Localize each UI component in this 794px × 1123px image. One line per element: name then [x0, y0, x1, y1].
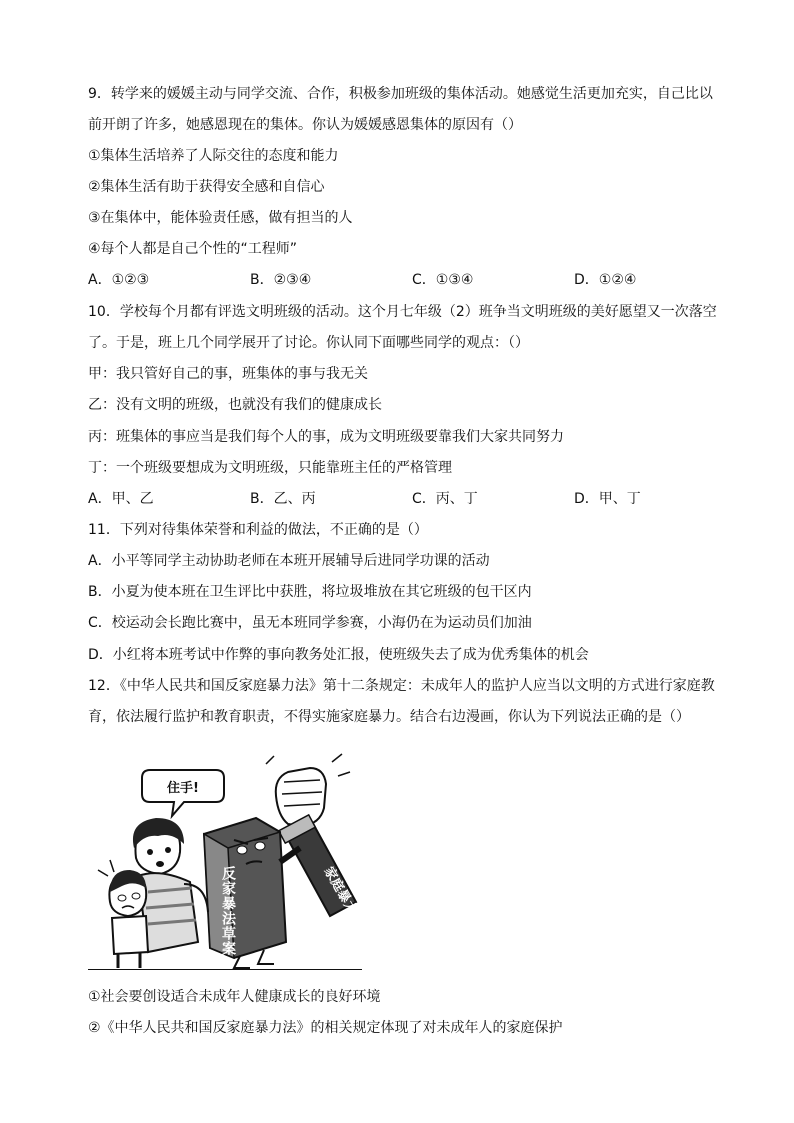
q10-option-a: A．甲、乙 [88, 491, 154, 507]
anti-domestic-violence-cartoon [88, 752, 364, 972]
q9-option-a: A．①②③ [88, 272, 150, 288]
q10-item-yi: 乙：没有文明的班级，也就没有我们的健康成长 [88, 397, 382, 413]
child-figure [98, 860, 148, 968]
q9-item-1: ①集体生活培养了人际交往的态度和能力 [88, 148, 339, 164]
q9-option-c: C．①③④ [412, 272, 474, 288]
q9-item-3: ③在集体中，能体验责任感，做有担当的人 [88, 210, 353, 226]
q10-item-jia: 甲：我只管好自己的事，班集体的事与我无关 [88, 366, 368, 382]
q10-stem-line-1: 10．学校每个月都有评选文明班级的活动。这个月七年级（2）班争当文明班级的美好愿望又一次落空 [88, 304, 717, 320]
cartoon-baseline [88, 969, 362, 970]
q11-option-a: A．小平等同学主动协助老师在本班开展辅导后进同学功课的活动 [88, 553, 490, 569]
q12-stem-line-2: 育，依法履行监护和教育职责，不得实施家庭暴力。结合右边漫画，你认为下列说法正确的是（） [88, 709, 690, 725]
q11-option-d: D．小红将本班考试中作弊的事向教务处汇报，使班级失去了成为优秀集体的机会 [88, 647, 589, 663]
q9-stem-line-2: 前开朗了许多，她感恩现在的集体。你认为媛媛感恩集体的原因有（） [88, 117, 522, 133]
q11-option-b: B．小夏为使本班在卫生评比中获胜，将垃圾堆放在其它班级的包干区内 [88, 584, 532, 600]
speech-text: 住手! [167, 781, 199, 796]
q12-item-2: ②《中华人民共和国反家庭暴力法》的相关规定体现了对未成年人的家庭保护 [88, 1020, 563, 1036]
q10-item-bing: 丙：班集体的事应当是我们每个人的事，成为文明班级要靠我们大家共同努力 [88, 429, 564, 445]
q12-item-1: ①社会要创设适合未成年人健康成长的良好环境 [88, 989, 381, 1005]
q10-option-b: B．乙、丙 [250, 491, 316, 507]
q11-stem: 11．下列对待集体荣誉和利益的做法，不正确的是（） [88, 522, 428, 538]
q10-option-d: D．甲、丁 [574, 491, 641, 507]
q10-option-c: C．丙、丁 [412, 491, 478, 507]
sleeve-label: 家庭暴力 [320, 864, 360, 918]
q9-item-4: ④每个人都是自己个性的“工程师” [88, 241, 298, 257]
speech-bubble [142, 770, 224, 816]
q10-item-ding: 丁：一个班级要想成为文明班级，只能靠班主任的严格管理 [88, 460, 452, 476]
q9-stem-line-1: 9．转学来的媛媛主动与同学交流、合作，积极参加班级的集体活动。她感觉生活更加充实，自己比以 [88, 86, 713, 102]
q10-stem-line-2: 了。于是，班上几个同学展开了讨论。你认同下面哪些同学的观点：（） [88, 335, 529, 351]
q12-stem-line-1: 12．《中华人民共和国反家庭暴力法》第十二条规定：未成年人的监护人应当以文明的方式进行家庭教 [88, 678, 715, 694]
q9-option-d: D．①②④ [574, 272, 637, 288]
q11-option-c: C．校运动会长跑比赛中，虽无本班同学参赛，小海仍在为运动员们加油 [88, 615, 532, 631]
q9-option-b: B．②③④ [250, 272, 312, 288]
q9-item-2: ②集体生活有助于获得安全感和自信心 [88, 179, 325, 195]
book-title: 反家暴法草案 [220, 866, 236, 956]
